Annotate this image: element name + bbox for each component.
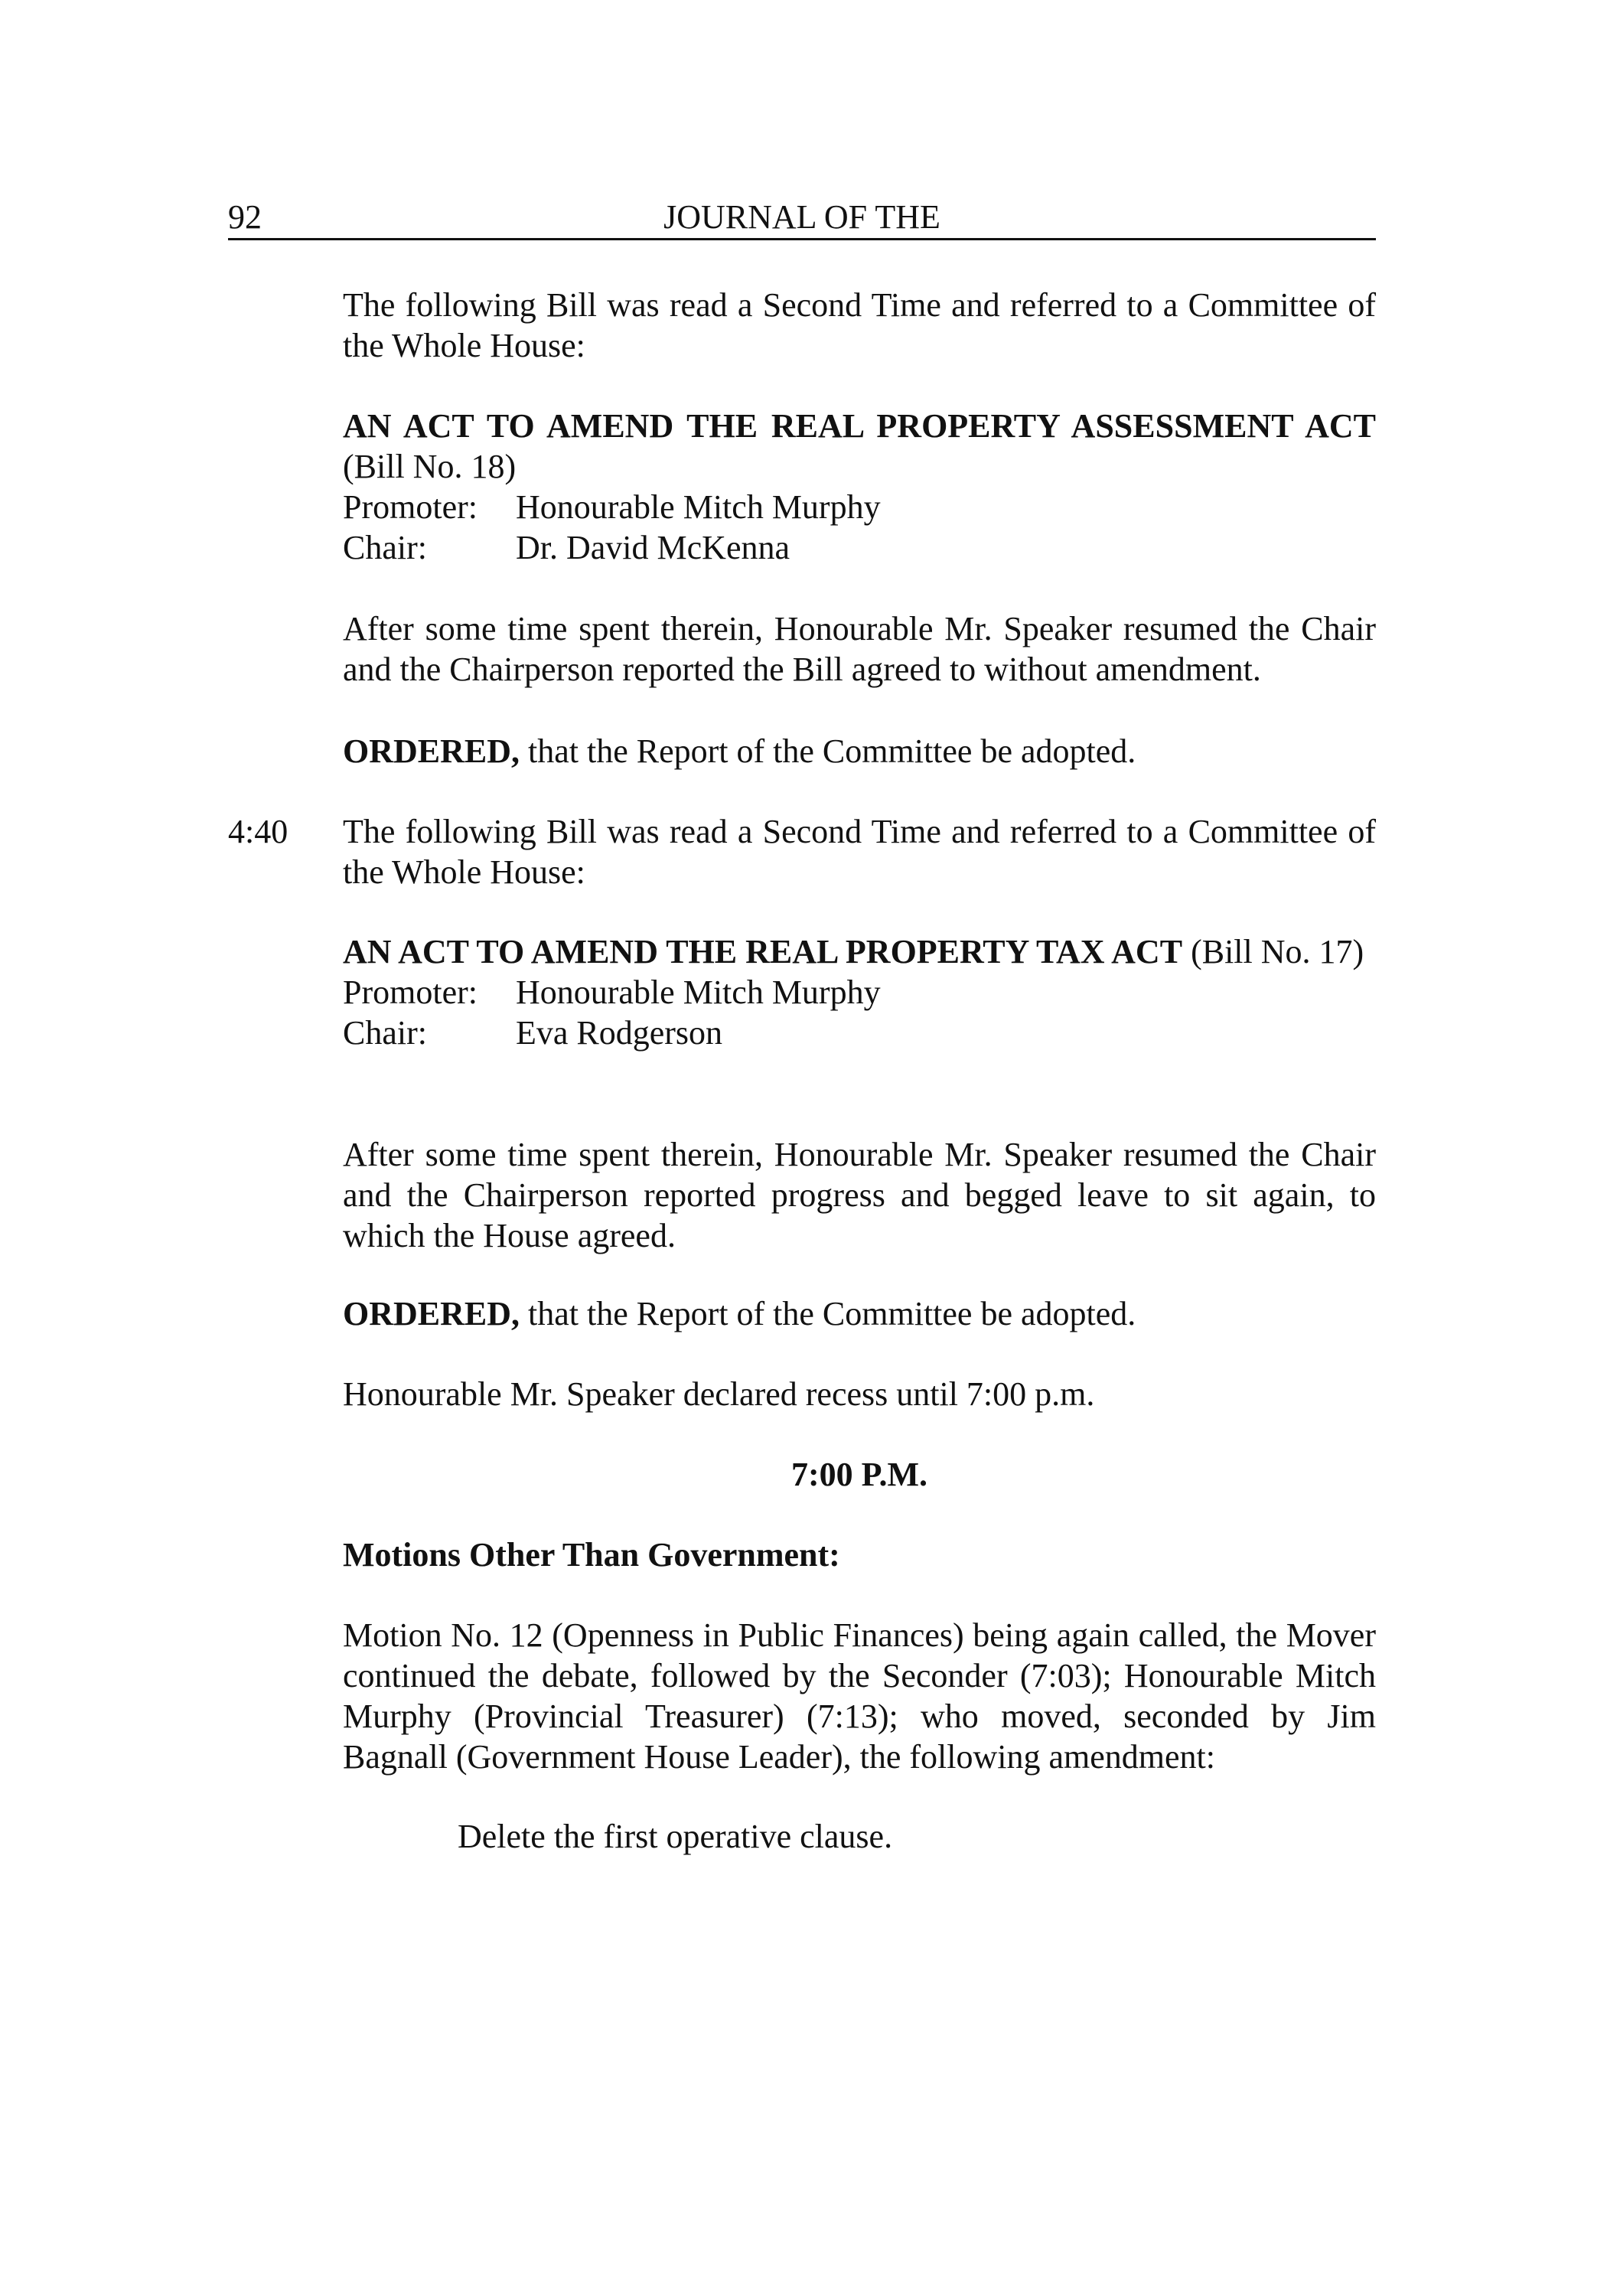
promoter-label: Promoter: — [343, 974, 478, 1011]
journal-title: JOURNAL OF THE — [663, 198, 940, 236]
ordered-label: ORDERED, — [343, 732, 520, 770]
time-marker-4-40: 4:40 — [228, 813, 288, 850]
chair-name: Eva Rodgerson — [516, 1014, 723, 1052]
page-header — [228, 197, 1376, 237]
page-number: 92 — [228, 198, 262, 236]
section-heading: Motions Other Than Government: — [343, 1536, 840, 1574]
bill-17-promoter-row — [343, 972, 1376, 1013]
bill-17-heading — [343, 931, 1376, 972]
ordered-label: ORDERED, — [343, 1295, 520, 1332]
bill-17-chair-row — [343, 1013, 1376, 1053]
promoter-name: Honourable Mitch Murphy — [516, 488, 881, 526]
bill-18-report: After some time spent therein, Honourable Mr. Speaker resumed the Chair and the Chairperson reported the Bill agreed to without amendment. — [343, 610, 1376, 688]
evening-time-heading: 7:00 P.M. — [790, 1456, 928, 1493]
chair-label: Chair: — [343, 1014, 427, 1052]
promoter-name: Honourable Mitch Murphy — [516, 974, 881, 1011]
bill-18-heading — [343, 406, 1376, 487]
motion-12-text: Motion No. 12 (Openness in Public Finances) being again called, the Mover continued the debate, followed by the Seconder (7:03); Honourable Mitch Murphy (Provincial Treasurer) (7:13); who moved, seconded by Jim Bagnall (Government House Leader), the following amendment: — [343, 1616, 1376, 1776]
recess-statement: Honourable Mr. Speaker declared recess until 7:00 p.m. — [343, 1375, 1095, 1413]
chair-label: Chair: — [343, 529, 427, 566]
bill-18-title: AN ACT TO AMEND THE REAL PROPERTY ASSESSMENT ACT — [343, 407, 1376, 445]
bill-17-ordered — [343, 1293, 1376, 1334]
bill-17-title: AN ACT TO AMEND THE REAL PROPERTY TAX ACT — [343, 933, 1183, 970]
amendment-text: Delete the first operative clause. — [458, 1818, 893, 1855]
ordered-text: that the Report of the Committee be adopted. — [520, 1295, 1136, 1332]
chair-name: Dr. David McKenna — [516, 529, 790, 566]
bill-18-details — [343, 406, 1376, 568]
ordered-text: that the Report of the Committee be adopted. — [520, 732, 1136, 770]
bill-18-ordered — [343, 731, 1376, 771]
bill-17-details — [343, 931, 1376, 1053]
header-rule — [228, 238, 1376, 240]
bill-18-number: (Bill No. 18) — [343, 448, 517, 485]
bill-18-chair-row — [343, 527, 1376, 568]
bill-17-report: After some time spent therein, Honourable Mr. Speaker resumed the Chair and the Chairperson reported progress and begged leave to sit again, to which the House agreed. — [343, 1136, 1376, 1254]
bill-18-intro: The following Bill was read a Second Time and referred to a Committee of the Whole House: — [343, 286, 1376, 364]
bill-17-number: (Bill No. 17) — [1182, 933, 1364, 970]
promoter-label: Promoter: — [343, 488, 478, 526]
bill-17-intro: The following Bill was read a Second Time and referred to a Committee of the Whole House: — [343, 813, 1376, 891]
bill-18-promoter-row — [343, 487, 1376, 527]
